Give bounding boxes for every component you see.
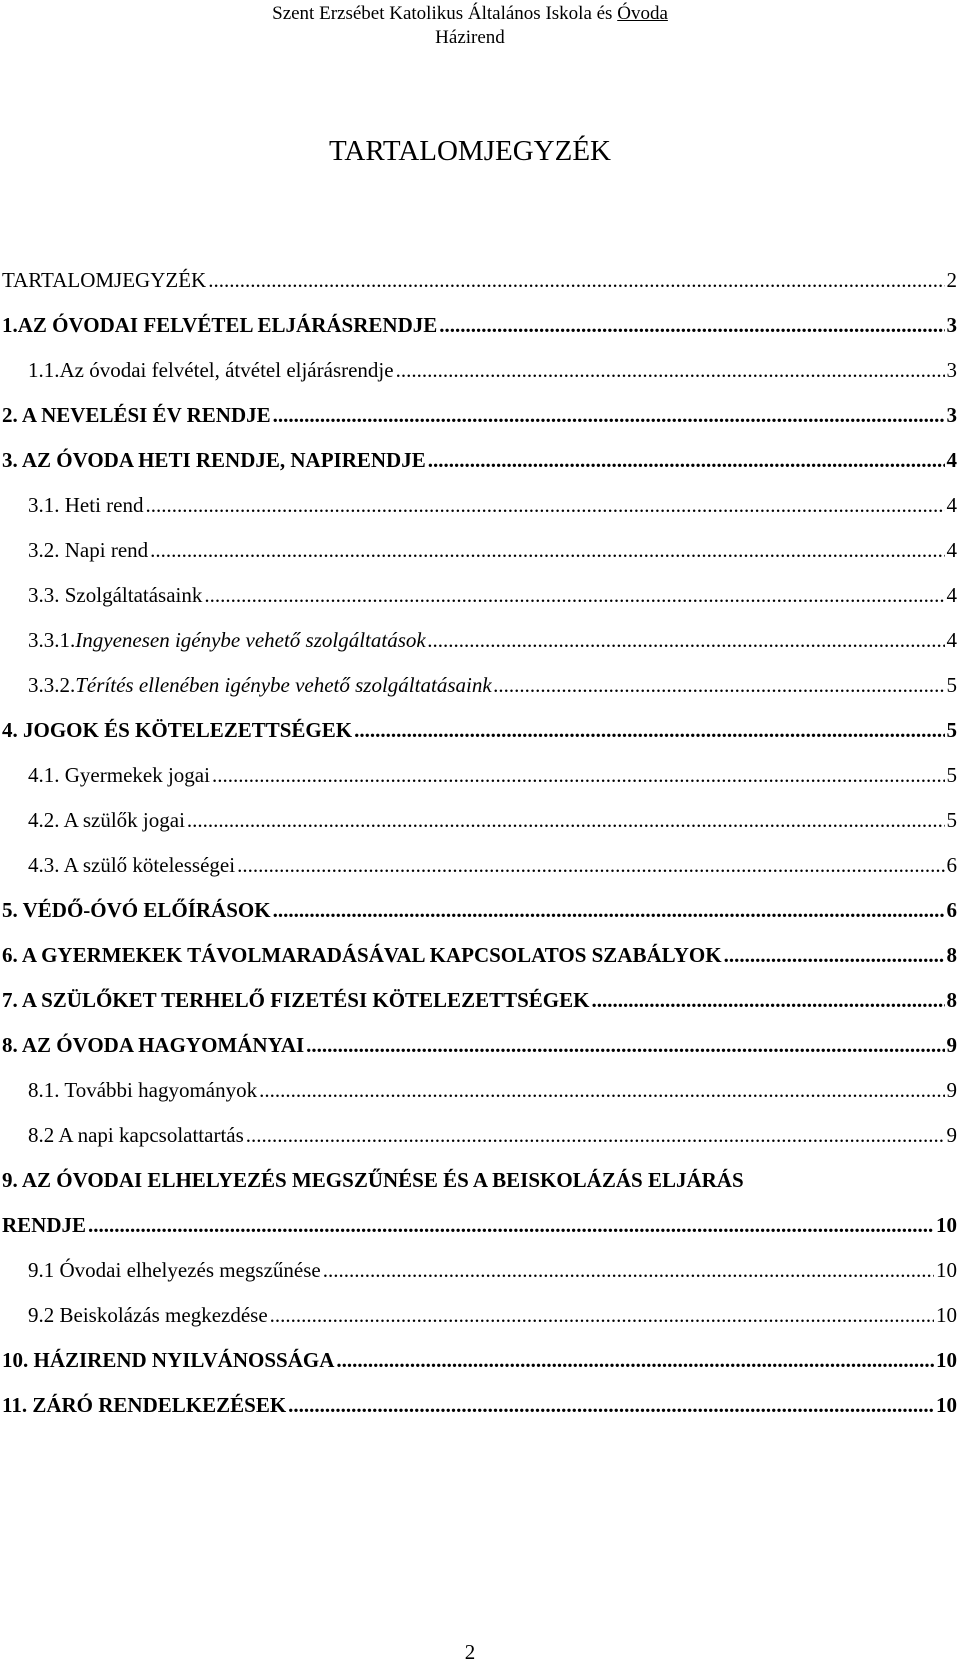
- toc-entry[interactable]: [0, 1033, 960, 1078]
- toc-entry-page: 4: [946, 538, 957, 562]
- toc-dot-leader: [212, 763, 945, 787]
- toc-dot-leader: [396, 358, 945, 382]
- toc-entry-label: 2. A NEVELÉSI ÉV RENDJE: [2, 403, 271, 427]
- toc-dot-leader: [336, 1348, 934, 1372]
- toc-entry[interactable]: [0, 313, 960, 358]
- toc-entry[interactable]: [0, 988, 960, 1033]
- toc-entry-label: 4. JOGOK ÉS KÖTELEZETTSÉGEK: [2, 718, 353, 742]
- page-number: 2: [464, 1640, 476, 1664]
- toc-entry-label: 3.3. Szolgáltatásaink: [28, 583, 203, 607]
- toc-entry-page: 4: [946, 583, 957, 607]
- toc-entry-label: 6. A GYERMEKEK TÁVOLMARADÁSÁVAL KAPCSOLATOS SZABÁLYOK: [2, 943, 722, 967]
- header-underlined-word: Óvoda: [617, 3, 668, 24]
- toc-dot-leader: [187, 808, 945, 832]
- toc-entry[interactable]: [0, 673, 960, 718]
- toc-entry-page: 5: [946, 673, 957, 697]
- toc-entry-label: 11. ZÁRÓ RENDELKEZÉSEK: [2, 1393, 287, 1417]
- toc-entry-label: 4.3. A szülő kötelességei: [28, 853, 236, 877]
- toc-entry-page: 6: [946, 853, 957, 877]
- toc-dot-leader: [259, 1078, 944, 1102]
- toc-entry-page: 3: [946, 358, 957, 382]
- toc-entry-label: TARTALOMJEGYZÉK: [2, 268, 207, 292]
- toc-dot-leader: [150, 538, 944, 562]
- toc-dot-leader: [439, 313, 944, 337]
- toc-entry-page: 8: [946, 988, 957, 1012]
- toc-entry[interactable]: [0, 1393, 960, 1438]
- toc-entry-label-continued: RENDJE: [2, 1213, 87, 1237]
- toc-entry-page: 10: [936, 1393, 957, 1417]
- page-header: [0, 2, 940, 50]
- toc-dot-leader: [591, 988, 944, 1012]
- toc-entry-label: Ingyenesen igénybe vehető szolgáltatások: [75, 628, 426, 652]
- toc-entry-label: 8.1. További hagyományok: [28, 1078, 258, 1102]
- toc-entry-page: 5: [946, 808, 957, 832]
- toc-entry[interactable]: [0, 1258, 960, 1303]
- toc-entry-label: 4.2. A szülők jogai: [28, 808, 185, 832]
- toc-entry[interactable]: [0, 1303, 960, 1348]
- toc-entry[interactable]: [0, 628, 960, 673]
- toc-entry-label: 5. VÉDŐ-ÓVÓ ELŐÍRÁSOK: [2, 898, 271, 922]
- toc-dot-leader: [323, 1258, 934, 1282]
- toc-dot-leader: [428, 448, 945, 472]
- toc-entry-number: 1.: [2, 313, 18, 337]
- toc-entry-page: 2: [946, 268, 957, 292]
- toc-entry[interactable]: [0, 718, 960, 763]
- toc-entry[interactable]: [0, 898, 960, 943]
- toc-dot-leader: [494, 673, 945, 697]
- toc-entry-label: Az óvodai felvétel, átvétel eljárásrendje: [59, 358, 394, 382]
- toc-entry-page: 10: [936, 1213, 957, 1237]
- toc-entry-page: 4: [946, 493, 957, 517]
- toc-dot-leader: [724, 943, 945, 967]
- toc-entry-page: 10: [936, 1348, 957, 1372]
- toc-dot-leader: [273, 403, 945, 427]
- toc-entry-number: 3.3.2.: [28, 673, 76, 697]
- toc-entry[interactable]: [0, 538, 960, 583]
- toc-entry-label: 3. AZ ÓVODA HETI RENDJE, NAPIRENDJE: [2, 448, 426, 472]
- table-of-contents: [0, 268, 960, 1438]
- toc-entry[interactable]: [0, 403, 960, 448]
- toc-dot-leader: [246, 1123, 945, 1147]
- toc-entry-page: 8: [946, 943, 957, 967]
- toc-dot-leader: [145, 493, 944, 517]
- toc-entry[interactable]: [0, 853, 960, 898]
- toc-entry-page: 4: [946, 628, 957, 652]
- toc-entry-label: 4.1. Gyermekek jogai: [28, 763, 210, 787]
- toc-entry-page: 6: [946, 898, 957, 922]
- toc-dot-leader: [273, 898, 945, 922]
- toc-dot-leader: [237, 853, 944, 877]
- toc-entry[interactable]: [0, 448, 960, 493]
- toc-entry-number: 3.3.1.: [28, 628, 76, 652]
- toc-entry-label: 8. AZ ÓVODA HAGYOMÁNYAI: [2, 1033, 305, 1057]
- toc-entry-label: 7. A SZÜLŐKET TERHELŐ FIZETÉSI KÖTELEZETTSÉGEK: [2, 988, 590, 1012]
- toc-entry[interactable]: [0, 583, 960, 628]
- toc-entry-page: 10: [936, 1303, 957, 1327]
- toc-dot-leader: [270, 1303, 934, 1327]
- toc-entry-label: 9.2 Beiskolázás megkezdése: [28, 1303, 268, 1327]
- toc-entry[interactable]: [0, 943, 960, 988]
- toc-dot-leader: [306, 1033, 944, 1057]
- toc-entry[interactable]: [0, 493, 960, 538]
- toc-entry[interactable]: [0, 763, 960, 808]
- toc-entry-label: 9.1 Óvodai elhelyezés megszűnése: [28, 1258, 321, 1282]
- toc-entry-label: 3.1. Heti rend: [28, 493, 144, 517]
- toc-entry-label: 9. AZ ÓVODAI ELHELYEZÉS MEGSZŰNÉSE ÉS A BEISKOLÁZÁS ELJÁRÁS: [2, 1168, 744, 1192]
- toc-entry[interactable]: [0, 1123, 960, 1168]
- toc-dot-leader: [208, 268, 944, 292]
- toc-entry-page: 9: [946, 1123, 957, 1147]
- toc-entry[interactable]: [0, 358, 960, 403]
- toc-entry-page: 9: [946, 1033, 957, 1057]
- toc-entry-label: Térítés ellenében igénybe vehető szolgáltatásaink: [75, 673, 492, 697]
- toc-entry-page: 3: [946, 313, 957, 337]
- page-title: TARTALOMJEGYZÉK: [329, 135, 611, 167]
- toc-entry-label: 10. HÁZIREND NYILVÁNOSSÁGA: [2, 1348, 335, 1372]
- toc-entry[interactable]: [0, 1078, 960, 1123]
- toc-entry[interactable]: [0, 808, 960, 853]
- toc-entry[interactable]: [0, 1348, 960, 1393]
- toc-entry-page: 4: [946, 448, 957, 472]
- toc-entry-label: 3.2. Napi rend: [28, 538, 149, 562]
- toc-dot-leader: [288, 1393, 934, 1417]
- header-school-name: Szent Erzsébet Katolikus Általános Iskola és Óvoda: [272, 3, 668, 24]
- toc-entry-page: 9: [946, 1078, 957, 1102]
- toc-entry-number: 1.1.: [28, 358, 60, 382]
- toc-dot-leader: [354, 718, 944, 742]
- toc-entry-page: 3: [946, 403, 957, 427]
- toc-entry[interactable]: [0, 268, 960, 313]
- header-document-name: Házirend: [435, 27, 505, 48]
- toc-entry-page: 5: [946, 763, 957, 787]
- toc-dot-leader: [204, 583, 944, 607]
- toc-entry-label: 8.2 A napi kapcsolattartás: [28, 1123, 244, 1147]
- toc-entry-page: 5: [946, 718, 957, 742]
- toc-entry-label: AZ ÓVODAI FELVÉTEL ELJÁRÁSRENDJE: [17, 313, 438, 337]
- toc-dot-leader: [88, 1213, 934, 1237]
- toc-dot-leader: [428, 628, 945, 652]
- toc-entry[interactable]: [0, 1168, 960, 1258]
- toc-entry-page: 10: [936, 1258, 957, 1282]
